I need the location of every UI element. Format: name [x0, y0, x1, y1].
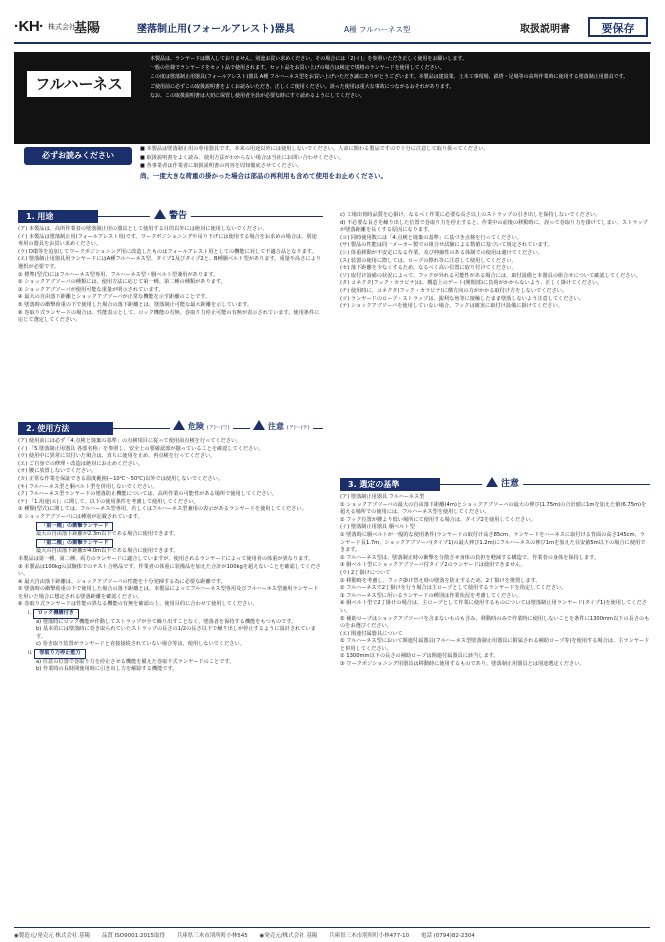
list-item: ① 墜落時に胴ベルトが一般的な使用条件(ランヤードの取付け高さ85cm、ランヤードをハーネスに取付ける背面の高さ145cm、ランヤード長1.7m、ショックアブソーバ(タイプ1)の最大伸び1.2m)にフルハーネスの伸び1mを加えた目安値5m以下の場合に使用できます。 — [340, 531, 646, 554]
list-item: b) 作業時の長時間使用時に引き出し力を解除する機能です。 — [36, 666, 178, 673]
list-item: (エ) ご自身での修理・改造は絶対にお止めください。 — [18, 460, 144, 467]
section-title-selection: 3. 選定の基準 — [340, 478, 440, 491]
warning-heading — [150, 208, 191, 221]
list-item: (ソ) 取付け設備の状況によって、フックが外れる可能性がある場合には、取付設備と本器具の組合せについて確認してください。 — [340, 272, 641, 279]
caution-heading — [250, 420, 313, 432]
list-item: (コ) 同時使用数には「4.点検と廃棄の基準」に基づき点検を行ってください。 — [340, 234, 522, 241]
list-item: (サ) 製品の性能は同一メーカー製での組合せ試験による数値に基づいて規定されています。 — [340, 242, 553, 249]
list-item: ④ 胴ベルト型で2丁掛けの場合は、主ロープとして作業に使用するものについては墜落制止用ランヤード(タイプ1)を使用してください。 — [340, 600, 647, 614]
list-item: ⑥ 巻取り式ランヤードは性能の異なる機能の有無を確認の上、使用目的に合わせて使用してください。 — [18, 601, 258, 608]
brand-name: 基陽 — [74, 21, 101, 36]
caution-ref: (ヲ)～(テ) — [286, 425, 310, 431]
list-item: 本製品は第一種、第二種、両方のランヤードに適合していますが、使用されるランヤードによって使用者の体重が異なります。 — [18, 555, 314, 562]
list-item: (オ) 腰に放置しないでください。 — [18, 468, 97, 475]
rewind-label: 巻取り力停止能力 — [34, 649, 86, 659]
type2-box-row — [18, 539, 323, 549]
list-item: (シ) 体重移動が不安定になる作業、及び伸縮性のある体制での使用は避けてください。 — [340, 249, 543, 256]
product-name: 墜落制止用(フォールアレスト)器具 — [137, 24, 295, 35]
list-item: ② フルハーネスで2丁掛けを行う場合は主ロープとして使用するランヤードを指定してください。 — [340, 585, 567, 592]
list-item: (ケ) 「1.用途(エ)」に関して、以下の使用条件を考慮して使用してください。 — [18, 498, 199, 505]
list-item: ③ 胴ベルト型にショックアブソーバ付タイプ2のランヤードは使用できません。 — [340, 562, 526, 569]
list-item: ⑥ 巻取り式ランヤードの場合は、性能表示として、ロック機能の有無、巻取り力停止可能の有無が表示されています。使用条件に応じて選定してください。 — [18, 309, 320, 324]
danger-ref: (ア)～(ワ) — [206, 425, 230, 431]
notice-line: 一般の仕様でランヤードをセット品で使用されます。セット品をお買い上げの場合は検定で規格のランヤードを使用してください。 — [150, 65, 445, 72]
list-item: c) 巻き取り装置がランヤードと直接接続されていない場合等は、使用しないでください。 — [36, 641, 245, 648]
footer-item: 電話 (0794)82-2304 — [420, 933, 475, 939]
notice-line: ご使用前に必ずこの取扱説明書をよくお読みいただき、正しくご使用ください。誤った使用は重大な事故につながるおそれがあります。 — [150, 83, 455, 90]
list-item: (キ) フルハーネス型と胴ベルト型を併用しないでください。 — [18, 483, 158, 490]
caution-label: 注意 — [501, 479, 520, 489]
list-item: (ツ) ランヤードのロープ・ストラップは、鋭利な角等に接触したまま墜落しないよう注意してください。 — [340, 295, 584, 302]
notice-line: この度は墜落制止用器具(フォールアレスト)器具 A種 フルハーネス型をお買い上げいただき誠にありがとうございます。本製品は建設業、土木工事現場、鉄塔・足場等の高所作業時に使用する墜落制止用器具です。 — [150, 74, 629, 81]
footer-item: 兵庫県三木市別所町小林477-10 — [329, 933, 410, 939]
caution-icon — [486, 477, 498, 487]
caution-label: 注意 — [268, 422, 284, 431]
type2-desc: 最大の自由落下距離が4.0m以下である場合に使用できます。 — [36, 548, 179, 555]
selection-caution-heading — [482, 476, 523, 489]
list-item: (タ) コネクタ(フック・カラビナ)は、構造上のゲート(開閉部)に負荷がかからないよう、正しく掛けてください。 — [340, 280, 603, 287]
list-item: (ウ) 2丁掛けについて — [340, 569, 391, 576]
list-item: (ア) 本製品は、高所作業者の墜落制止用の器具として使用する目的以外には絶対に使用しないでください。 — [18, 226, 268, 232]
list-item: (ス) 装置の使用に際しては、ロープの擦れ等に注意して使用してください。 — [340, 257, 517, 264]
list-item: ① ショックアブソーバの最大の自由落下距離(4m)とショックアブソーバの最大の伸び(1.75m)の合計値に1mを加えた値(6.75m)を超える場所での使用には、フルハーネス型を使用してください。 — [340, 501, 647, 516]
list-item: ② ショックアブソーバには種別が記載されています。 — [18, 513, 143, 520]
list-item: (カ) 正常な作業を保証できる温度範囲(−10℃〜50℃)以外では使用しないでください。 — [18, 475, 223, 482]
how-to-use-list — [18, 438, 323, 674]
selection-list — [340, 494, 650, 669]
usage-list — [18, 226, 323, 325]
header-divider — [14, 42, 651, 44]
lock-box-row: i. ロック機構付き — [18, 609, 323, 619]
list-item: c) 工場出荷時品質を心掛け、なるべく作業に必要な長さ以上のストラップの引き出しを保持しないでください。 — [340, 212, 601, 218]
keep-badge: 要保存 — [588, 17, 648, 37]
list-item: (イ) 「5.墜落制止用器具 各部名称」を参照し、安全上の要確認部が揃っていることを確認してください。 — [18, 445, 264, 452]
list-item: (エ) 墜落制止用器具用ランヤードにはA種フルハーネス型、タイプ1及びタイプ2と、B種胴ベルト型があります。重量や高さにより選択が必要です。 — [18, 256, 321, 270]
list-item: ⑤ 墜落時の衝撃荷重の下で使用した場合の落下距離とは、墜落制止可能な最大距離を示しています。 — [18, 301, 253, 308]
notice-text — [150, 56, 640, 102]
type1-desc: 最大の自由落下距離が2.3m以下である場合に使用できます。 — [36, 531, 179, 538]
danger-icon — [173, 420, 185, 430]
list-item: d) 不必要な長さを繰り出した位置で巻取り力を停止すると、作業中の前後の移動時に、誤って巻取り力を掛けてしまい、ストラップが墜落距離を長くする原因になります。 — [340, 219, 648, 234]
intro-block — [140, 146, 650, 182]
list-item: (ア) 墜落制止用器具 フルハーネス型 — [340, 494, 425, 500]
footer-item: ◉製造元/発売元 株式会社 基陽 — [14, 933, 91, 939]
list-item: (ク) フルハーネス型ランヤードの墜落防止機能については、高所作業の可能性がある場所で使用してください。 — [18, 491, 277, 498]
list-item: (セ) 落下距離を少なくするため、なるべく高い位置に取り付けてください。 — [340, 265, 517, 272]
rewind-box-row: ii. 巻取り力停止能力 — [18, 649, 323, 659]
type2-label: 「第二種」の衝撃ランヤード — [36, 539, 113, 549]
list-item: (エ) 関連付属器具について — [340, 630, 403, 637]
company-type: 株式会社 — [48, 23, 76, 31]
list-item: ① フルハーネス型において関連付属器具(フルハーネス型墜落制止用器具に附属される補助ロープ等)を使用する場合は、主ランヤードと併用してください。 — [340, 638, 650, 652]
list-item: ③ ショックアブソーバが使用可能な重量が明示されています。 — [18, 286, 164, 293]
list-item: (イ) 墜落制止用器具 胴ベルト型 — [340, 524, 415, 531]
list-item: ④ 最大自由落下距離は、ショックアブソーバの性能を十分発揮する為に必要な距離です。 — [18, 578, 226, 585]
list-item: ③ ワークポジショニング用器具は移動時に使用するものであり、墜落制止用器具とは別途選定ください。 — [340, 661, 585, 668]
intro-line: ■ 本製品は墜落制止用の専用器具です。本来の用途以外には使用しないでください。人命に関わる製品ですので十分に注意して取り扱ってください。 — [140, 146, 489, 152]
section-title-usage: 1. 用途 — [18, 210, 98, 223]
list-item: (テ) ショックアブソーバを使用していない場合、フックは確実に取付け設備に掛けてください。 — [340, 303, 563, 310]
list-item: ① 移動時を考慮し、フック掛け替え時の墜落を防止するため、2丁掛けを推奨します。 — [340, 577, 541, 584]
list-item: (ウ) D環等を追加してワークポジショニング用に改造したものはフォールアレスト用としての機能に対して不適合品となります。 — [18, 248, 317, 255]
warning-icon — [154, 209, 166, 219]
full-harness-label: フルハーネス — [24, 68, 134, 100]
list-item: (チ) 使用時に、コネクタ(フック・カラビナ)に横方向の力がかかる取付け方をしないでください。 — [340, 287, 568, 294]
list-item: ② フック位置が腰より低い場所にて使用する場合は、タイプ2を使用してください。 — [340, 516, 536, 523]
intro-line: ■ 取扱説明書をよく読み、使用方法がわからない場合は当社にお問い合わせください。 — [140, 154, 344, 161]
list-item: ② フルハーネス型は、墜落制止時の衝撃を分散させ身体の負担を軽減する構造で、作業者の身体を保持します。 — [340, 554, 600, 561]
intro-highlight: 尚、一度大きな荷重の掛かった場合は部品の再利用も含めて使用をお止めください。 — [140, 171, 387, 180]
type1-label: 「第一種」の衝撃ランヤード — [36, 522, 113, 532]
caution-icon — [253, 420, 265, 430]
section-title-how-to-use: 2. 使用方法 — [18, 422, 113, 435]
list-item: ⑤ 補助ロープはショックアブソーバを含まないものも含み、移動時のみで作業時に使用しないことを条件に1300mm以下の長さのものをお選びください。 — [340, 615, 650, 630]
list-item: b) 基本的には墜落時に巻き取られていたストラップの長さの1/2の長さ以下で繰り出しが停止するように設計されています。 — [36, 626, 316, 640]
brand-logo: ·KH· — [14, 18, 44, 35]
footer — [14, 927, 650, 939]
footer-item: 兵庫県三木市別所町小林545 — [176, 933, 248, 939]
list-item: ⑤ 墜落時の衝撃荷重の下で使用した場合の落下距離とは、本製品によってフルハーネス型専用及びフルハーネス型兼用ランヤードを用いた場合に想定される墜落距離を確認ください。 — [18, 586, 319, 600]
list-item: ③ 本製品は100kgの試験体でのテスト合格品です。作業者の体重に装備品を加えた合計が100kgを超えないことを確認してください。 — [18, 563, 321, 578]
list-item: ④ 最大の自由落下距離とショックアブソーバが正常な機能を示す距離のことです。 — [18, 294, 211, 301]
danger-label: 危険 — [188, 422, 204, 431]
danger-heading — [170, 420, 233, 432]
footer-item: 品質 ISO9001:2015取得 — [101, 933, 165, 939]
intro-line: ■ 各事業者は作業者に取扱説明書の内容を周知徹底させてください。 — [140, 163, 303, 170]
list-item: ② ショックアブソーバの種類には、使用方法に応じて第一種、第二種の種類があります。 — [18, 279, 226, 286]
list-item: (イ) 本製品は墜落制止用(フォールアレスト用)です。ワークポジショニングや吊り下げには使用する場合をお求めの場合は、別途 専用の器具をお買い求めください。 — [18, 233, 317, 248]
list-item: (ア) 使用前には必ず「4.点検と廃棄の基準」の点検項目に従って使用前点検を行ってください。 — [18, 438, 242, 444]
manual-title: 取扱説明書 — [520, 24, 570, 35]
type1-box-row — [18, 522, 323, 532]
lock-label: ロック機構付き — [33, 609, 79, 619]
must-read-badge: 必ずお読みください — [24, 147, 132, 165]
list-item: ① 標準(型式)にはフルハーネス型専用、フルハーネス型・胴ベルト型兼用があります。 — [18, 271, 219, 278]
notice-line: なお、この取扱説明書は大切に保管し使用者全員が必要な時にすぐ読めるようにしてください。 — [150, 92, 366, 99]
warning-label: 警告 — [169, 211, 188, 221]
model-name: A種 フルハーネス型 — [344, 25, 411, 34]
list-item: ③ フルハーネス型に用いるランヤードの種別は作業状況を考慮してください。 — [340, 592, 522, 599]
notice-line: 本製品は、ランヤードは購入しておりません。別途お買い求めください。その場合には「2(イ)」を参照いただき正しく使用をお願いします。 — [150, 56, 467, 62]
right-column-list — [340, 212, 650, 311]
list-item: ① 種類(型式)に関しては、フルハーネス型専用、若しくはフルハーネス型兼用の表示があるランヤードを使用してください。 — [18, 506, 307, 513]
list-item: (ウ) 使用中に異常に気付いた場合は、直ちに使用を止め、再点検を行ってください。 — [18, 453, 216, 460]
list-item: a) 墜落時にロック機能が作動してストラップが全て繰り出すことなく、墜落者を保持する機能をもつものです。 — [36, 618, 297, 625]
footer-item: ◉発売元/株式会社 基陽 — [259, 933, 318, 939]
list-item: ② 1300mm以下の長さの補助ロープは関連付属器具に該当します。 — [340, 653, 499, 660]
list-item: a) 任意の位置で巻取り力を停止させる機能を備えた巻取り式ランヤードのことです。 — [36, 658, 235, 665]
